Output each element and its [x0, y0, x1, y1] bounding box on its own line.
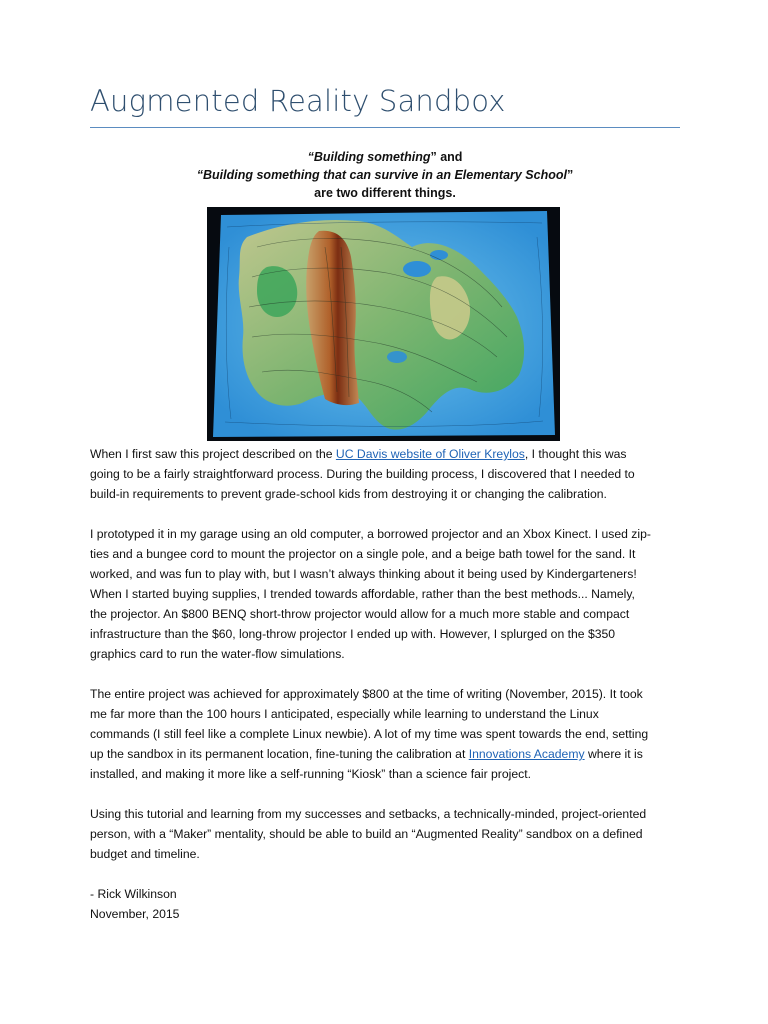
cost-text-after-link: where it is — [584, 747, 643, 761]
paragraph-tutorial-line: budget and timeline. — [90, 847, 200, 861]
quote-emphasis-2: “Building something that can survive in an Elementary School — [196, 168, 567, 182]
paragraph-prototype — [90, 524, 690, 664]
paragraph-prototype-line: ties and a bungee cord to mount the projector on a single pole, and a beige bath towel for the sand. It — [90, 547, 636, 561]
quote-line-3: are two different things. — [314, 186, 456, 200]
cost-text-before-link: up the sandbox in its permanent location, fine-tuning the calibration at — [90, 747, 469, 761]
paragraph-prototype-line: infrastructure than the $60, long-throw projector I ended up with. However, I splurged on the $350 — [90, 627, 616, 641]
intro-text-after-link: , I thought this was — [524, 447, 627, 461]
quote-emphasis-1: “Building something — [307, 150, 431, 164]
title-divider — [90, 127, 680, 128]
paragraph-prototype-line: When I started buying supplies, I trended towards affordable, rather than the best methods... Namely, — [90, 587, 635, 601]
paragraph-intro — [90, 444, 690, 504]
paragraph-tutorial — [90, 804, 690, 864]
paragraph-cost-line-4 — [90, 744, 690, 764]
intro-text-before-link: When I first saw this project described on the — [90, 447, 336, 461]
paragraph-cost — [90, 684, 690, 784]
paragraph-prototype-line: the projector. An $800 BENQ short-throw projector would allow for a much more stable and compact — [90, 607, 630, 621]
quote-line-1 — [90, 148, 680, 166]
paragraph-cost-line-5: installed, and making it more like a self-running “Kiosk” than a science fair project. — [90, 767, 531, 781]
signature-author: - Rick Wilkinson — [90, 887, 177, 901]
paragraph-intro-line-2: going to be a fairly straightforward process. During the building process, I discovered that I needed to — [90, 467, 635, 481]
paragraph-tutorial-line: person, with a “Maker” mentality, should be able to build an “Augmented Reality” sandbox on a defined — [90, 827, 643, 841]
quote-line-2 — [90, 166, 680, 184]
page-title: Augmented Reality Sandbox — [90, 84, 506, 118]
paragraph-intro-line-3: build-in requirements to prevent grade-school kids from destroying it or changing the calibration. — [90, 487, 607, 501]
paragraph-cost-line-3: commands (I still feel like a complete Linux newbie). A lot of my time was spent towards the end, setting — [90, 727, 649, 741]
quote-text-1: ” and — [430, 150, 463, 164]
uc-davis-link[interactable]: UC Davis website of Oliver Kreylos — [335, 447, 525, 461]
paragraph-prototype-line: worked, and was fun to play with, but I wasn’t always thinking about it being used by Kindergarteners! — [90, 567, 637, 581]
quote-text-2: ” — [566, 168, 574, 182]
sandbox-topography-photo — [207, 207, 560, 441]
paragraph-cost-line-2: me far more than the 100 hours I anticipated, especially while learning to understand the Linux — [90, 707, 599, 721]
innovations-academy-link[interactable]: Innovations Academy — [468, 747, 585, 761]
paragraph-intro-line-1 — [90, 444, 690, 464]
intro-quote — [90, 148, 680, 202]
paragraph-prototype-line: graphics card to run the water-flow simulations. — [90, 647, 345, 661]
sandbox-topography-illustration — [207, 207, 560, 441]
paragraph-tutorial-line: Using this tutorial and learning from my successes and setbacks, a technically-minded, project-oriented — [90, 807, 647, 821]
paragraph-prototype-line: I prototyped it in my garage using an old computer, a borrowed projector and an Xbox Kinect. I used zip- — [90, 527, 651, 541]
signature-block — [90, 884, 690, 924]
signature-date: November, 2015 — [90, 907, 180, 921]
paragraph-cost-line-1: The entire project was achieved for approximately $800 at the time of writing (November, 2015). It took — [90, 687, 643, 701]
